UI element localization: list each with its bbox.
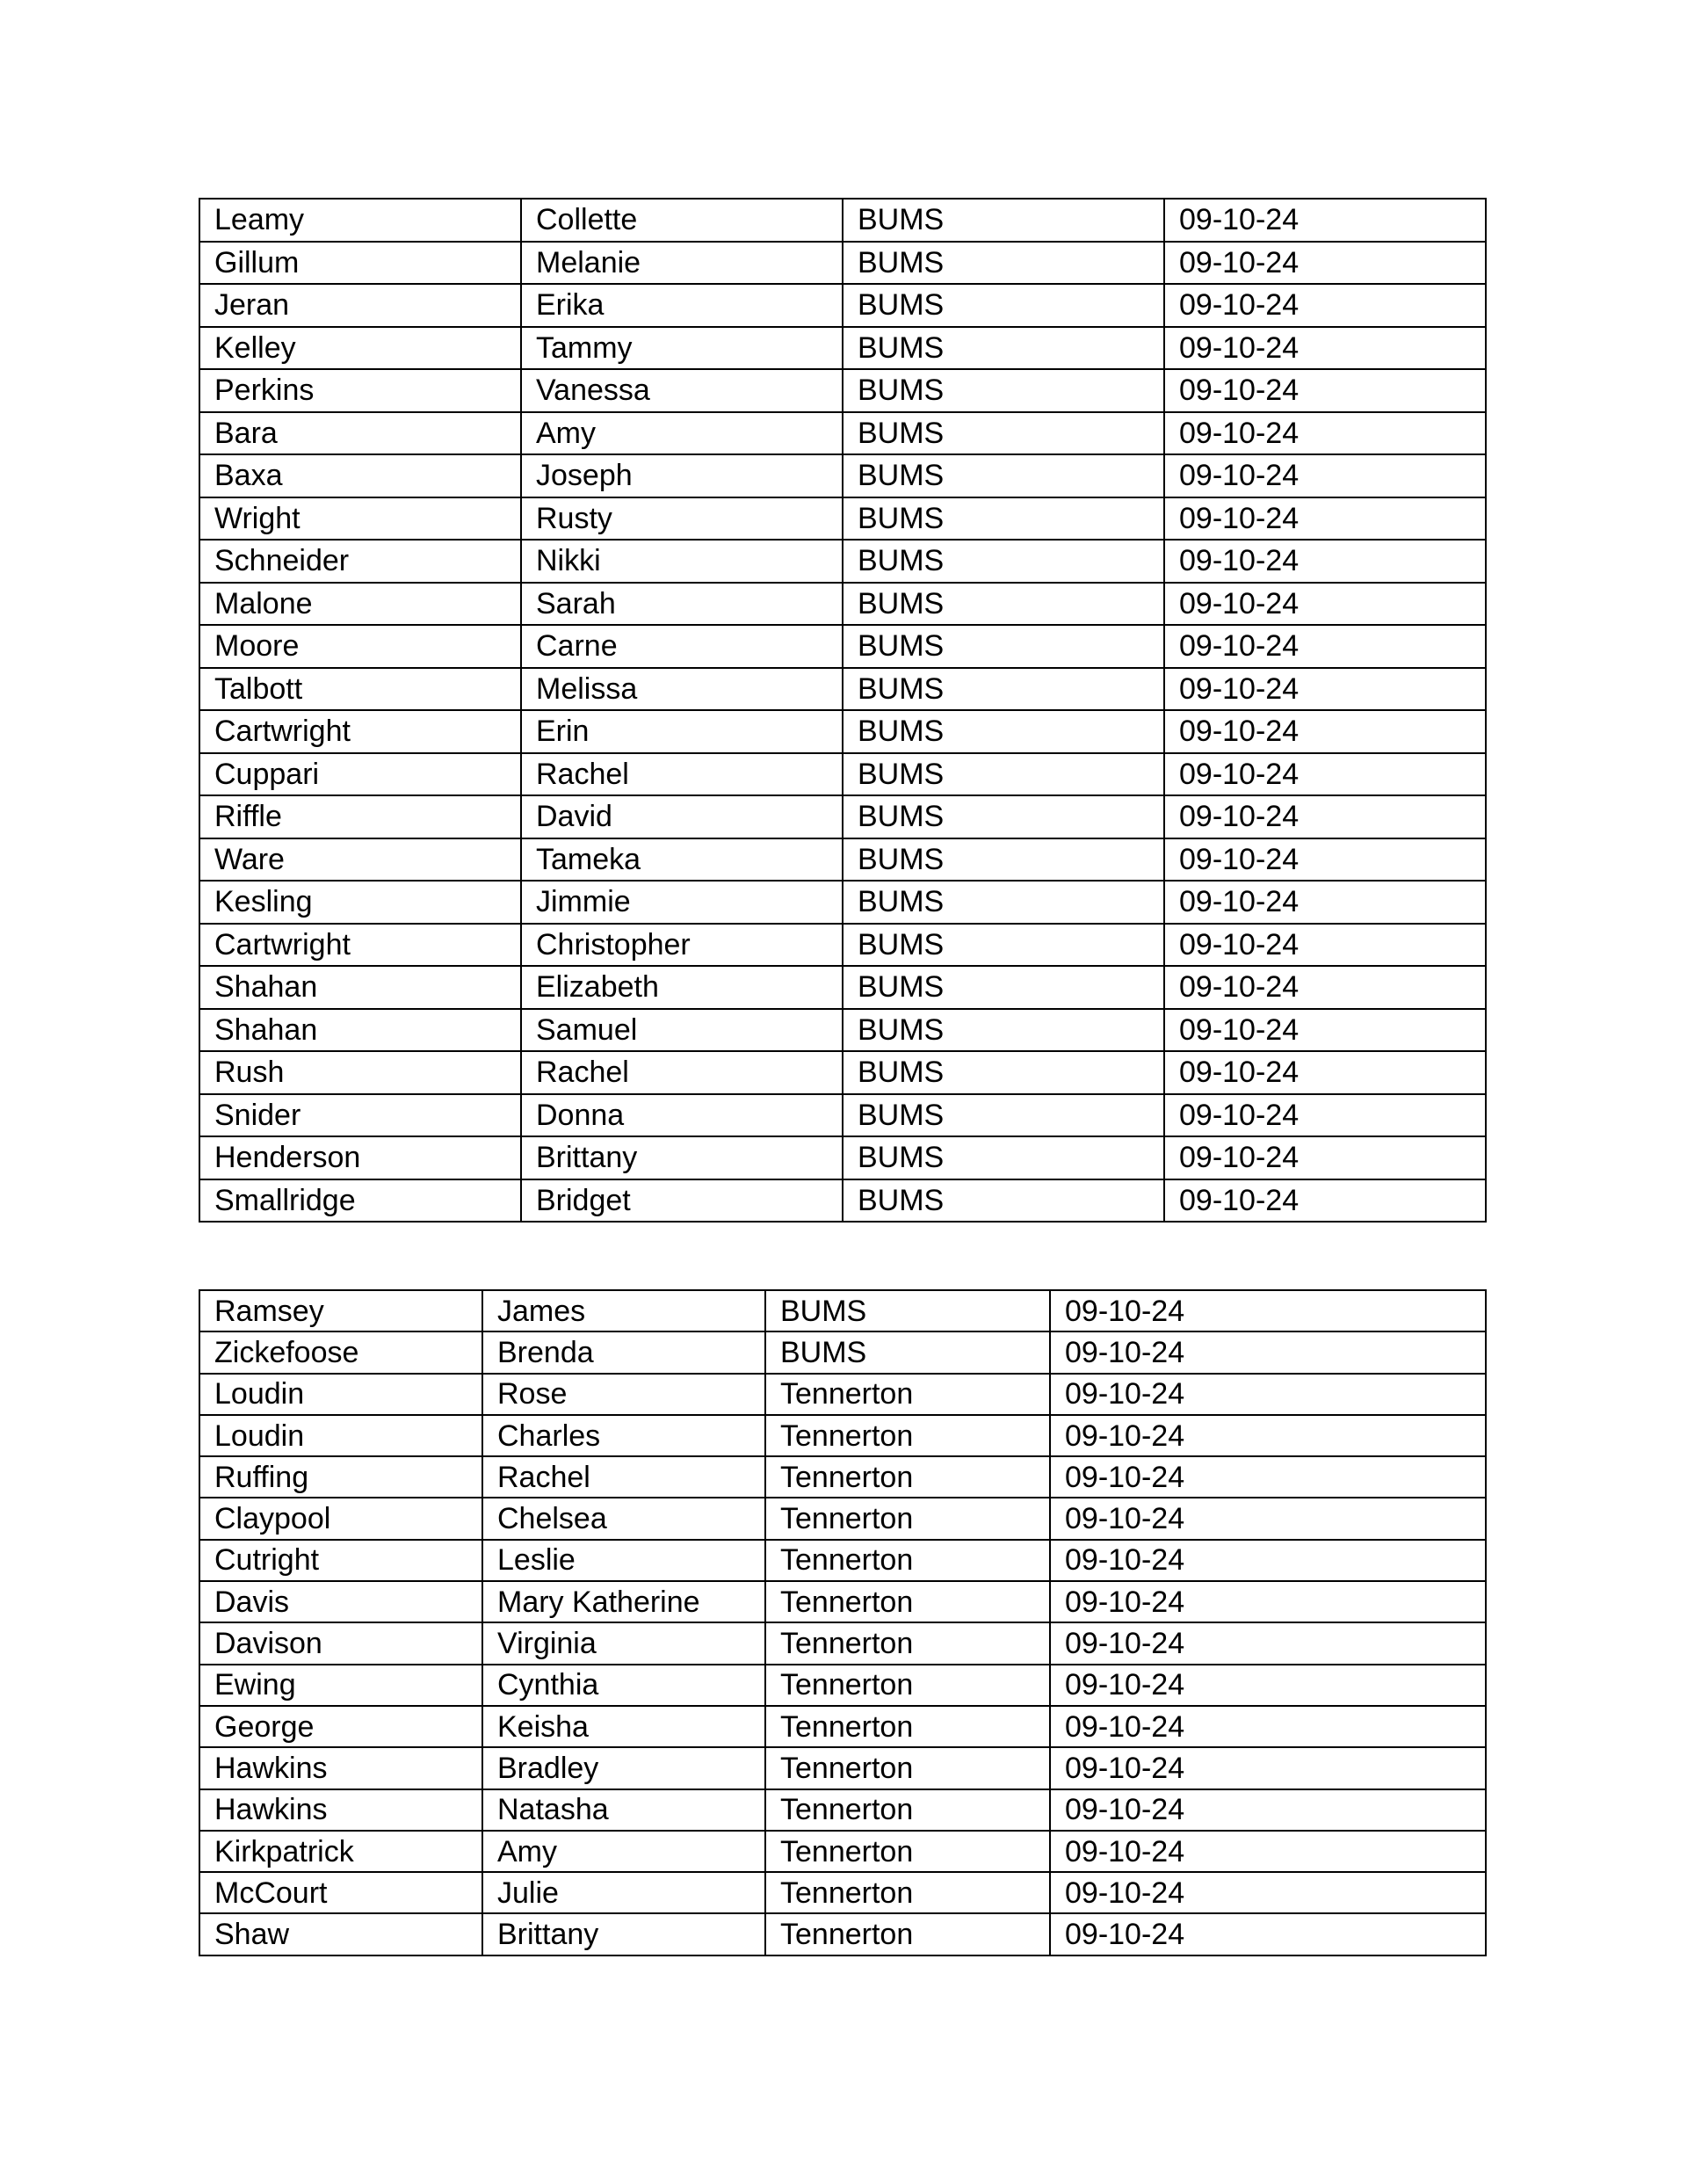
table-row <box>199 1706 1486 1747</box>
table-row <box>199 1622 1486 1664</box>
location-cell: BUMS <box>843 795 1164 838</box>
date-cell: 09-10-24 <box>1164 1179 1486 1223</box>
table-row <box>199 1540 1486 1581</box>
last-name-cell: Bara <box>199 412 521 455</box>
last-name-cell: Schneider <box>199 540 521 583</box>
first-name-cell: Leslie <box>482 1540 765 1581</box>
last-name-cell: Kesling <box>199 881 521 924</box>
date-cell: 09-10-24 <box>1164 966 1486 1009</box>
location-cell: BUMS <box>843 966 1164 1009</box>
first-name-cell: Vanessa <box>521 369 843 412</box>
first-name-cell: David <box>521 795 843 838</box>
location-cell: Tennerton <box>765 1872 1050 1913</box>
table-row <box>199 1136 1486 1179</box>
table-row <box>199 1789 1486 1831</box>
last-name-cell: Ware <box>199 838 521 882</box>
first-name-cell: Joseph <box>521 454 843 497</box>
table-row <box>199 710 1486 753</box>
location-cell: Tennerton <box>765 1456 1050 1498</box>
date-cell: 09-10-24 <box>1164 753 1486 796</box>
first-name-cell: Elizabeth <box>521 966 843 1009</box>
date-cell: 09-10-24 <box>1164 454 1486 497</box>
first-name-cell: Tameka <box>521 838 843 882</box>
location-cell: BUMS <box>765 1331 1050 1373</box>
location-cell: Tennerton <box>765 1415 1050 1456</box>
location-cell: BUMS <box>843 753 1164 796</box>
first-name-cell: Rachel <box>482 1456 765 1498</box>
first-name-cell: Bridget <box>521 1179 843 1223</box>
last-name-cell: George <box>199 1706 482 1747</box>
last-name-cell: Shahan <box>199 966 521 1009</box>
roster-table-1-body <box>199 199 1486 1222</box>
date-cell: 09-10-24 <box>1050 1831 1486 1872</box>
date-cell: 09-10-24 <box>1164 242 1486 285</box>
table-row <box>199 242 1486 285</box>
date-cell: 09-10-24 <box>1164 199 1486 242</box>
location-cell: BUMS <box>843 1009 1164 1052</box>
table-row <box>199 1051 1486 1094</box>
last-name-cell: Gillum <box>199 242 521 285</box>
date-cell: 09-10-24 <box>1164 369 1486 412</box>
table-row <box>199 795 1486 838</box>
first-name-cell: Erika <box>521 284 843 327</box>
first-name-cell: Brittany <box>521 1136 843 1179</box>
last-name-cell: Henderson <box>199 1136 521 1179</box>
date-cell: 09-10-24 <box>1164 924 1486 967</box>
table-row <box>199 369 1486 412</box>
location-cell: BUMS <box>843 625 1164 668</box>
last-name-cell: Shahan <box>199 1009 521 1052</box>
last-name-cell: Jeran <box>199 284 521 327</box>
last-name-cell: Zickefoose <box>199 1331 482 1373</box>
table-row <box>199 1747 1486 1789</box>
table-row <box>199 625 1486 668</box>
table-row <box>199 1913 1486 1955</box>
location-cell: Tennerton <box>765 1581 1050 1622</box>
first-name-cell: Keisha <box>482 1706 765 1747</box>
table-row <box>199 412 1486 455</box>
table-row <box>199 966 1486 1009</box>
last-name-cell: Cutright <box>199 1540 482 1581</box>
table-row <box>199 1094 1486 1137</box>
date-cell: 09-10-24 <box>1164 497 1486 541</box>
last-name-cell: Kirkpatrick <box>199 1831 482 1872</box>
roster-table-2-body <box>199 1290 1486 1955</box>
last-name-cell: Moore <box>199 625 521 668</box>
location-cell: Tennerton <box>765 1706 1050 1747</box>
location-cell: BUMS <box>843 327 1164 370</box>
date-cell: 09-10-24 <box>1164 795 1486 838</box>
date-cell: 09-10-24 <box>1164 284 1486 327</box>
table-row <box>199 454 1486 497</box>
date-cell: 09-10-24 <box>1050 1540 1486 1581</box>
table-row <box>199 924 1486 967</box>
location-cell: BUMS <box>843 583 1164 626</box>
last-name-cell: Ramsey <box>199 1290 482 1331</box>
location-cell: BUMS <box>843 199 1164 242</box>
last-name-cell: Hawkins <box>199 1789 482 1831</box>
last-name-cell: Baxa <box>199 454 521 497</box>
date-cell: 09-10-24 <box>1164 327 1486 370</box>
table-row <box>199 838 1486 882</box>
last-name-cell: Smallridge <box>199 1179 521 1223</box>
last-name-cell: Rush <box>199 1051 521 1094</box>
date-cell: 09-10-24 <box>1050 1706 1486 1747</box>
location-cell: Tennerton <box>765 1789 1050 1831</box>
date-cell: 09-10-24 <box>1050 1331 1486 1373</box>
first-name-cell: James <box>482 1290 765 1331</box>
last-name-cell: Kelley <box>199 327 521 370</box>
first-name-cell: Rose <box>482 1374 765 1415</box>
date-cell: 09-10-24 <box>1050 1581 1486 1622</box>
last-name-cell: Claypool <box>199 1498 482 1539</box>
location-cell: BUMS <box>765 1290 1050 1331</box>
first-name-cell: Melanie <box>521 242 843 285</box>
table-row <box>199 1290 1486 1331</box>
date-cell: 09-10-24 <box>1050 1913 1486 1955</box>
roster-table-2 <box>199 1289 1487 1956</box>
first-name-cell: Carne <box>521 625 843 668</box>
date-cell: 09-10-24 <box>1164 1136 1486 1179</box>
table-row <box>199 1331 1486 1373</box>
date-cell: 09-10-24 <box>1050 1747 1486 1789</box>
first-name-cell: Natasha <box>482 1789 765 1831</box>
table-row <box>199 1456 1486 1498</box>
date-cell: 09-10-24 <box>1164 668 1486 711</box>
table-row <box>199 1498 1486 1539</box>
last-name-cell: Leamy <box>199 199 521 242</box>
table-row <box>199 1415 1486 1456</box>
last-name-cell: Davison <box>199 1622 482 1664</box>
first-name-cell: Samuel <box>521 1009 843 1052</box>
last-name-cell: Shaw <box>199 1913 482 1955</box>
last-name-cell: Davis <box>199 1581 482 1622</box>
first-name-cell: Cynthia <box>482 1665 765 1706</box>
location-cell: Tennerton <box>765 1913 1050 1955</box>
location-cell: BUMS <box>843 1051 1164 1094</box>
first-name-cell: Collette <box>521 199 843 242</box>
table-row <box>199 1665 1486 1706</box>
location-cell: BUMS <box>843 838 1164 882</box>
location-cell: BUMS <box>843 1094 1164 1137</box>
last-name-cell: Ruffing <box>199 1456 482 1498</box>
location-cell: BUMS <box>843 710 1164 753</box>
date-cell: 09-10-24 <box>1164 540 1486 583</box>
last-name-cell: Cartwright <box>199 710 521 753</box>
location-cell: BUMS <box>843 668 1164 711</box>
last-name-cell: Perkins <box>199 369 521 412</box>
location-cell: BUMS <box>843 454 1164 497</box>
last-name-cell: McCourt <box>199 1872 482 1913</box>
table-row <box>199 284 1486 327</box>
date-cell: 09-10-24 <box>1050 1374 1486 1415</box>
last-name-cell: Riffle <box>199 795 521 838</box>
location-cell: BUMS <box>843 284 1164 327</box>
date-cell: 09-10-24 <box>1164 583 1486 626</box>
location-cell: Tennerton <box>765 1498 1050 1539</box>
table-row <box>199 327 1486 370</box>
first-name-cell: Jimmie <box>521 881 843 924</box>
first-name-cell: Virginia <box>482 1622 765 1664</box>
last-name-cell: Cartwright <box>199 924 521 967</box>
first-name-cell: Julie <box>482 1872 765 1913</box>
first-name-cell: Tammy <box>521 327 843 370</box>
date-cell: 09-10-24 <box>1050 1498 1486 1539</box>
first-name-cell: Nikki <box>521 540 843 583</box>
table-row <box>199 199 1486 242</box>
first-name-cell: Mary Katherine <box>482 1581 765 1622</box>
date-cell: 09-10-24 <box>1164 838 1486 882</box>
location-cell: BUMS <box>843 540 1164 583</box>
location-cell: Tennerton <box>765 1747 1050 1789</box>
location-cell: Tennerton <box>765 1622 1050 1664</box>
last-name-cell: Ewing <box>199 1665 482 1706</box>
table-row <box>199 668 1486 711</box>
location-cell: BUMS <box>843 1179 1164 1223</box>
table-row <box>199 753 1486 796</box>
location-cell: Tennerton <box>765 1374 1050 1415</box>
table-row <box>199 583 1486 626</box>
first-name-cell: Rachel <box>521 1051 843 1094</box>
first-name-cell: Charles <box>482 1415 765 1456</box>
first-name-cell: Rachel <box>521 753 843 796</box>
first-name-cell: Donna <box>521 1094 843 1137</box>
location-cell: BUMS <box>843 924 1164 967</box>
last-name-cell: Hawkins <box>199 1747 482 1789</box>
location-cell: BUMS <box>843 881 1164 924</box>
date-cell: 09-10-24 <box>1164 412 1486 455</box>
first-name-cell: Amy <box>482 1831 765 1872</box>
location-cell: BUMS <box>843 1136 1164 1179</box>
date-cell: 09-10-24 <box>1050 1415 1486 1456</box>
location-cell: BUMS <box>843 497 1164 541</box>
location-cell: BUMS <box>843 412 1164 455</box>
first-name-cell: Melissa <box>521 668 843 711</box>
last-name-cell: Wright <box>199 497 521 541</box>
last-name-cell: Snider <box>199 1094 521 1137</box>
table-row <box>199 1179 1486 1223</box>
table-row <box>199 1374 1486 1415</box>
date-cell: 09-10-24 <box>1164 881 1486 924</box>
first-name-cell: Brenda <box>482 1331 765 1373</box>
location-cell: BUMS <box>843 242 1164 285</box>
table-row <box>199 1872 1486 1913</box>
last-name-cell: Loudin <box>199 1374 482 1415</box>
roster-table-1 <box>199 198 1487 1223</box>
last-name-cell: Talbott <box>199 668 521 711</box>
first-name-cell: Sarah <box>521 583 843 626</box>
last-name-cell: Cuppari <box>199 753 521 796</box>
first-name-cell: Erin <box>521 710 843 753</box>
first-name-cell: Rusty <box>521 497 843 541</box>
date-cell: 09-10-24 <box>1050 1290 1486 1331</box>
date-cell: 09-10-24 <box>1164 1094 1486 1137</box>
date-cell: 09-10-24 <box>1164 1051 1486 1094</box>
last-name-cell: Loudin <box>199 1415 482 1456</box>
first-name-cell: Chelsea <box>482 1498 765 1539</box>
table-row <box>199 1831 1486 1872</box>
location-cell: BUMS <box>843 369 1164 412</box>
table-row <box>199 540 1486 583</box>
first-name-cell: Bradley <box>482 1747 765 1789</box>
date-cell: 09-10-24 <box>1164 625 1486 668</box>
date-cell: 09-10-24 <box>1050 1622 1486 1664</box>
date-cell: 09-10-24 <box>1164 1009 1486 1052</box>
date-cell: 09-10-24 <box>1050 1872 1486 1913</box>
date-cell: 09-10-24 <box>1164 710 1486 753</box>
location-cell: Tennerton <box>765 1540 1050 1581</box>
table-row <box>199 497 1486 541</box>
last-name-cell: Malone <box>199 583 521 626</box>
first-name-cell: Christopher <box>521 924 843 967</box>
first-name-cell: Brittany <box>482 1913 765 1955</box>
date-cell: 09-10-24 <box>1050 1789 1486 1831</box>
table-row <box>199 1009 1486 1052</box>
date-cell: 09-10-24 <box>1050 1456 1486 1498</box>
date-cell: 09-10-24 <box>1050 1665 1486 1706</box>
location-cell: Tennerton <box>765 1665 1050 1706</box>
location-cell: Tennerton <box>765 1831 1050 1872</box>
table-row <box>199 881 1486 924</box>
table-row <box>199 1581 1486 1622</box>
first-name-cell: Amy <box>521 412 843 455</box>
